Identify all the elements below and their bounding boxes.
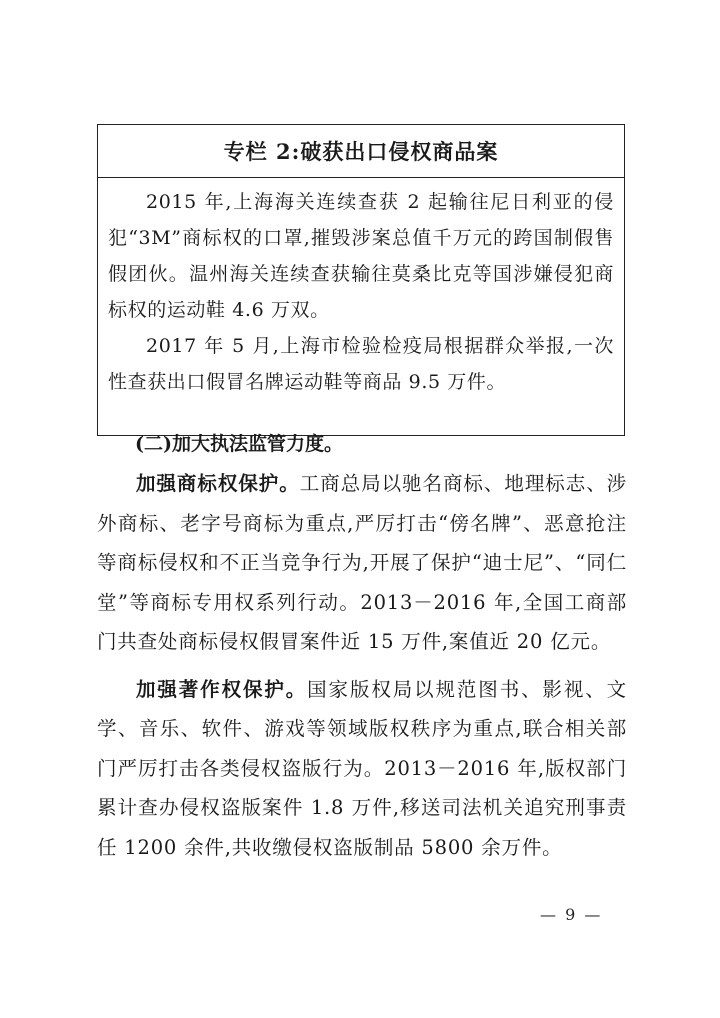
paragraph-copyright-text: 国家版权局以规范图书、影视、文学、音乐、软件、游戏等领域版权秩序为重点,联合相关部门严厉打击各类侵权盗版行为。2013－2016 年,版权部门累计查办侵权盗版案件 1.8 万件,移送司法机关追究刑事责任 1200 余件,共收缴侵权盗版制品 5800 余万件。 [97, 677, 627, 859]
box-title: 专栏 2:破获出口侵权商品案 [98, 125, 624, 178]
section-heading: (二)加大执法监管力度。 [135, 433, 343, 455]
box-paragraph-2: 2017 年 5 月,上海市检验检疫局根据群众举报,一次性查获出口假冒名牌运动鞋等商品 9.5 万件。 [108, 335, 614, 393]
paragraph-trademark-text: 工商总局以驰名商标、地理标志、涉外商标、老字号商标为重点,严厉打击“傍名牌”、恶意抢注等商标侵权和不正当竞争行为,开展了保护“迪士尼”、“同仁堂”等商标专用权系列行动。2013－2016 年,全国工商部门共查处商标侵权假冒案件近 15 万件,案值近 20 亿元。 [97, 472, 627, 653]
page-number: — 9 — [540, 905, 603, 924]
paragraph-copyright-lead: 加强著作权保护。 [136, 677, 308, 701]
main-content [97, 418, 627, 867]
box-body [98, 178, 624, 400]
sidebar-box [97, 124, 625, 436]
paragraph-copyright [97, 670, 627, 868]
paragraph-trademark [97, 464, 627, 662]
box-paragraph-1: 2015 年,上海海关连续查获 2 起输往尼日利亚的侵犯“3M”商标权的口罩,摧毁涉案总值千万元的跨国制假售假团伙。温州海关连续查获输往莫桑比克等国涉嫌侵犯商标权的运动鞋 4.6 万双。 [108, 191, 614, 321]
paragraph-trademark-lead: 加强商标权保护。 [136, 472, 300, 495]
